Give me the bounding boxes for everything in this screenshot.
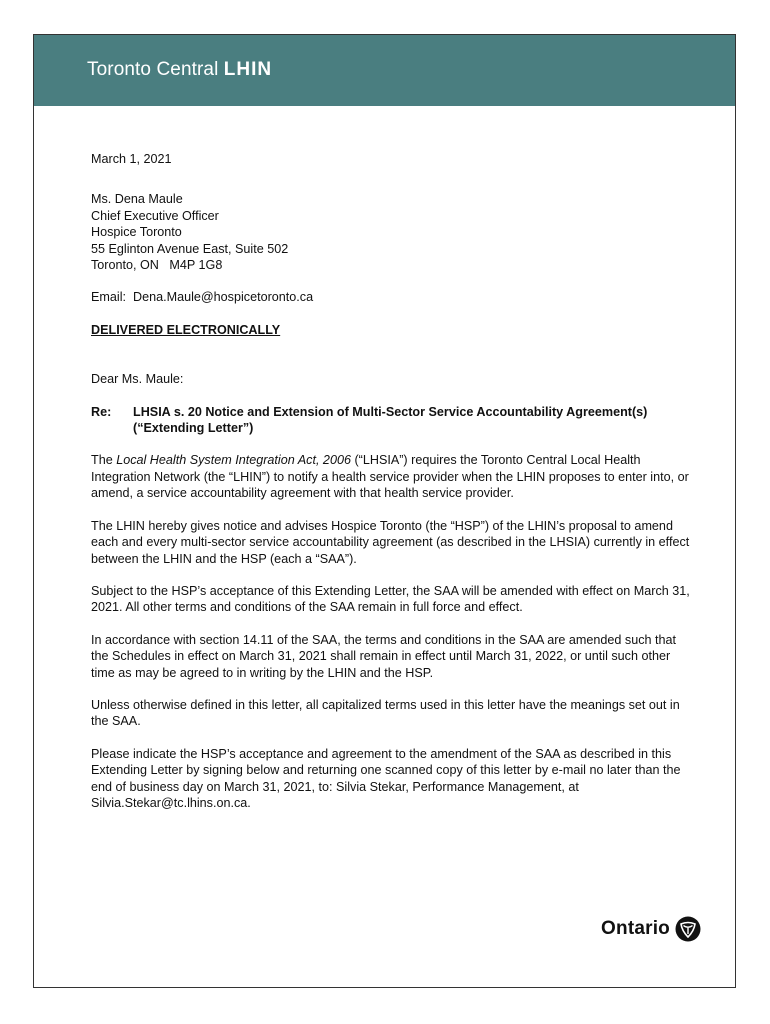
paragraph-1-rest: (“LHSIA”) requires the Toronto Central Local Health Integration Network (the “LHIN”) to notify a health service provider when the LHIN proposes to enter into, or amend, a service accountability agreement with that health service provider. bbox=[91, 453, 689, 501]
subject-text: LHSIA s. 20 Notice and Extension of Multi-Sector Service Accountability Agreement(s) (“Extending Letter”) bbox=[133, 404, 648, 436]
recipient-title: Chief Executive Officer bbox=[91, 208, 219, 223]
paragraph-4: In accordance with section 14.11 of the SAA, the terms and conditions in the SAA are amended such that the Schedules in effect on March 31, 2021 shall remain in effect until March 31, 2022, or until such other time as may be agreed to in writing by the LHIN and the HSP. bbox=[91, 632, 677, 680]
toronto-central-lhin-logo bbox=[87, 59, 272, 81]
salutation: Dear Ms. Maule: bbox=[91, 372, 184, 387]
subject-line bbox=[91, 404, 691, 437]
paragraph-6: Please indicate the HSP’s acceptance and agreement to the amendment of the SAA as described in this Extending Letter by signing below and returning one scanned copy of this letter by e-mail no later than the end of business day on March 31, 2021, to: Silvia Stekar, Performance Management, at Silvia.Stekar@tc.lhins.on.ca. bbox=[91, 746, 681, 810]
ontario-logo bbox=[601, 916, 701, 942]
recipient-name: Ms. Dena Maule bbox=[91, 192, 183, 207]
recipient-city: Toronto, ON M4P 1G8 bbox=[91, 258, 223, 273]
recipient-email: Email: Dena.Maule@hospicetoronto.ca bbox=[91, 290, 314, 305]
letterhead-band bbox=[34, 35, 735, 106]
paragraph-1 bbox=[91, 452, 691, 501]
paragraph-2: The LHIN hereby gives notice and advises Hospice Toronto (the “HSP”) of the LHIN’s proposal to amend each and every multi-sector service accountability agreement (as described in the LHSIA) currently in effect between the LHIN and the HSP (each a “SAA”). bbox=[91, 518, 690, 566]
paragraph-1-prefix: The bbox=[91, 453, 117, 468]
delivery-note: DELIVERED ELECTRONICALLY bbox=[91, 322, 281, 337]
logo-org-suffix: LHIN bbox=[223, 59, 273, 80]
ontario-logo-text: Ontario bbox=[601, 918, 670, 939]
paragraph-3: Subject to the HSP’s acceptance of this Extending Letter, the SAA will be amended with effect on March 31, 2021. All other terms and conditions of the SAA remain in full force and effect. bbox=[91, 583, 690, 615]
subject-label: Re: bbox=[91, 404, 112, 419]
letter-body bbox=[91, 151, 691, 811]
recipient-organization: Hospice Toronto bbox=[91, 225, 182, 240]
paragraph-5: Unless otherwise defined in this letter, all capitalized terms used in this letter have the meanings set out in the SAA. bbox=[91, 697, 680, 729]
logo-org-name: Toronto Central bbox=[87, 59, 219, 80]
letter-date: March 1, 2021 bbox=[91, 152, 172, 166]
recipient-address bbox=[91, 191, 691, 273]
act-title: Local Health System Integration Act, 2006 bbox=[116, 453, 351, 468]
letter-page bbox=[33, 34, 736, 988]
recipient-street: 55 Eglinton Avenue East, Suite 502 bbox=[91, 241, 289, 256]
trillium-icon bbox=[675, 916, 701, 942]
